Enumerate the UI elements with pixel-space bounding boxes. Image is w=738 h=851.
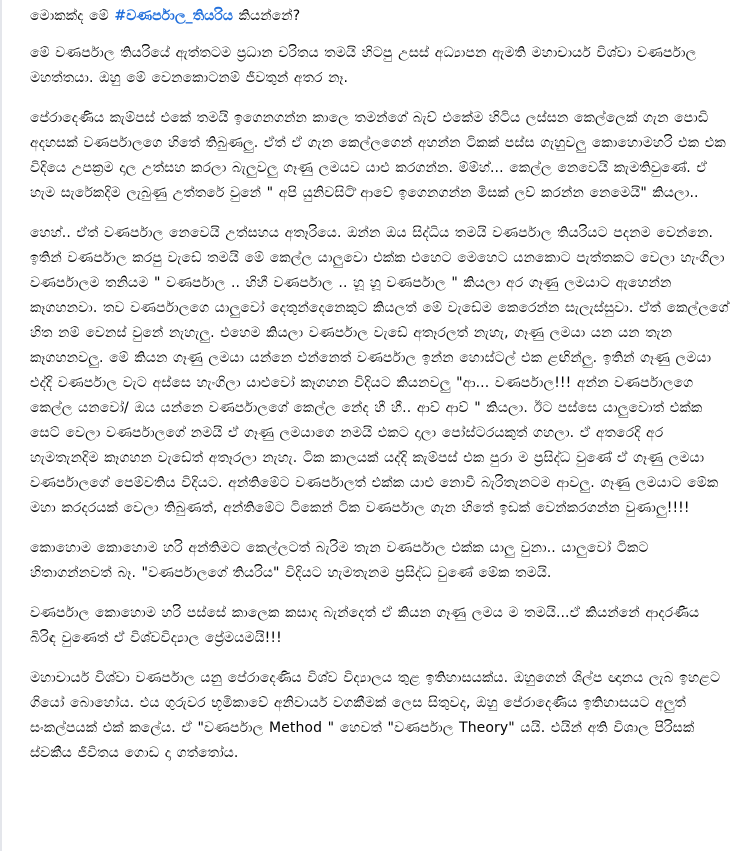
paragraph-3: හෙහ්.. ඒත් වණර්පාල නෙවෙයි උත්සහය අතෑරියෙ. ඔන්න ඔය සිද්ධිය තමයි වණර්පාල තියරියට පදනම වෙන්නෙ. ඉතින් වණර්පාල කරපු වැඩේ තමයි මේ කෙල්ල යාලුවො එක්ක එහෙට මෙහෙට යනකොට පැත්තකට වෙලා හැංගිලා වණර්පාලම තනියම " වණර්පාල .. හිහී වණර්පාල .. හූ හූ වණර්පාල " කියලා අර ගෑණු ලමයාට ඇහෙන්න කෑගහනවා. තව වණර්පාලගෙ යාලුවෝ දෙතුන්දෙනෙකුට කියලත් මේ වැඩේම කෙරෙන්න සැලැස්සුවා. ඒත් කෙල්ලගේ හිත නම් වෙනස් වුනේ නැහැලු. එහෙම කියලා වණර්පාල වැඩේ අතෑරලත් නැහැ, ගෑණු ලමයා යන යන තැන කෑගහනවලු. මේ කියන ගෑණු ලමයා යන්නෙ එන්නෙත් වණර්පාල ඉන්න හොස්ටල් එක ළඟින්ලු. ඉතින් ගෑණු ලමයා එද්දි වණර්පාල වැට අස්සෙ හැංගිලා යාළුවෝ කෑගහන විදියට කියනවලු "ආ... වණර්පාල!!! අන්න වණර්පාලගෙ කෙල්ල යනවෝ/ ඔය යන්නෙ වණර්පාලගේ කෙල්ල නේද හී හී.. ආව් ආව් " කියලා. ඊට පස්සෙ යාලුවොත් එක්ක සෙට් වෙලා වණර්පාලගේ නමයි ඒ ගෑණු ලමයාගෙ නමයි එකට දාලා පෝස්ටරයකුත් ගහලා. ඒ අතරෙදි අර හැමතැනදිම කෑගහන වැඩේත් අතෑරලා නැහැ. ටික කාලයක් යද්දි කැම්පස් එක පුරා ම ප්‍රසිද්ධ වුණේ ඒ ගෑණු ලමයා වණර්පාලගේ පෙම්වතිය විදියට. අන්තිමේට වණර්පාලත් එක්ක යාළු නොවී බැරිතැනටම ආවලු. ගෑණු ලමයාට මේක මහා කරදරයක් වෙලා තිබුණත්, අන්තිමේට ටිකෙන් ටික වණර්පාල ගැන හිතේ ඉඩක් වෙන්කරගන්න වුණාලු!!!! bbox=[30, 225, 729, 516]
intro-prefix: මොකක්ද මේ bbox=[30, 8, 115, 24]
paragraph-4: කොහොම කොහොම හරි අන්තිමට කෙල්ලටත් බැරිම තැන වණර්පාල එක්ක යාලු වුනා.. යාලුවෝ ටිකට හිතාගන්නවත් බෑ. "වණර්පාලගේ තියරිය" විදියට හැමතැනම ප්‍රසිද්ධ වුණේ මේක තමයි. bbox=[30, 540, 649, 581]
post-left-border bbox=[0, 0, 2, 851]
post-intro-line bbox=[30, 4, 730, 29]
post-text-body bbox=[30, 4, 730, 781]
paragraph-5: වණර්පාල කොහොම හරි පස්සේ කාලෙක කසාද බැන්දෙත් ඒ කියන ගෑණු ලමය ම තමයි...ඒ කියන්නේ ආදරණීය බිරිඳ වුණෙත් ඒ විශ්වවිද්‍යාල ප්‍රේමයමයි!!! bbox=[30, 605, 700, 646]
paragraph-2: පේරාදෙණිය කැම්පස් එකේ තමයි ඉගෙනගන්න කාලෙ තමන්ගේ බැච් එකේම හිටිය ලස්සන කෙල්ලෙක් ගැන පොඩි අදහසක් වණර්පාලගෙ හිතේ තිබුණලු. ඒත් ඒ ගැන කෙල්ලගෙන් අහන්න ටිකක් පස්ස ගැහුවලු කොහොමහරි එක එක විදියෙ උපක්‍රම දාල උත්සහ කරලා බැලුවලු ගෑණු ලමයව යාළු කරගන්න. ම්ම්හ්... කෙල්ල නෙවෙයි කැමතිවුණේ. ඒ හැම සැරේකදිම ලැබුණු උත්තරේ වුනේ " අපි යුනිවසිටි්‍ ආවේ ඉගෙනගන්න මිසක් ලව් කරන්න නෙමෙයි" කියලා.. bbox=[30, 110, 726, 201]
paragraph-6: මහාචාර්ය විශ්වා වණර්පාල යනු පේරාදෙණිය විශ්ව විද්‍යාලය තුළ ඉතිහාසයක්ය. ඔහුගෙන් ශිල්ප ඥානය ලැබ ඉහළට ගියෝ බොහෝය. එය ගුරුවර භූමිකාවේ අනිවාර්ය වගකීමක් ලෙස සිතුවද, ඔහු පේරාදෙණිය ඉතිහාසයට අලුත් සංකල්පයක් එක් කලේය. ඒ "වණර්පාල Method " හෙවත් "වණර්පාල Theory" යයි. එයින් අති විශාල පිරිසක් ස්වකීය ජීවිතය ගොඩ දා ගත්තෝය. bbox=[30, 670, 721, 761]
hashtag-link[interactable]: #වණර්පාල_තියරිය bbox=[114, 8, 234, 24]
intro-suffix: කියන්නේ? bbox=[233, 8, 301, 24]
paragraph-1: මේ වණර්පාල තියරියේ ඇත්තටම ප්‍රධාන චරිතය තමයි හිටපු උසස් අධ්‍යාපන ඇමති මහාචාර්ය විශ්වා වණර්පාල මහත්තයා. ඔහු මේ වෙනකොටනම් ජීවතුන් අතර නෑ. bbox=[30, 45, 697, 86]
